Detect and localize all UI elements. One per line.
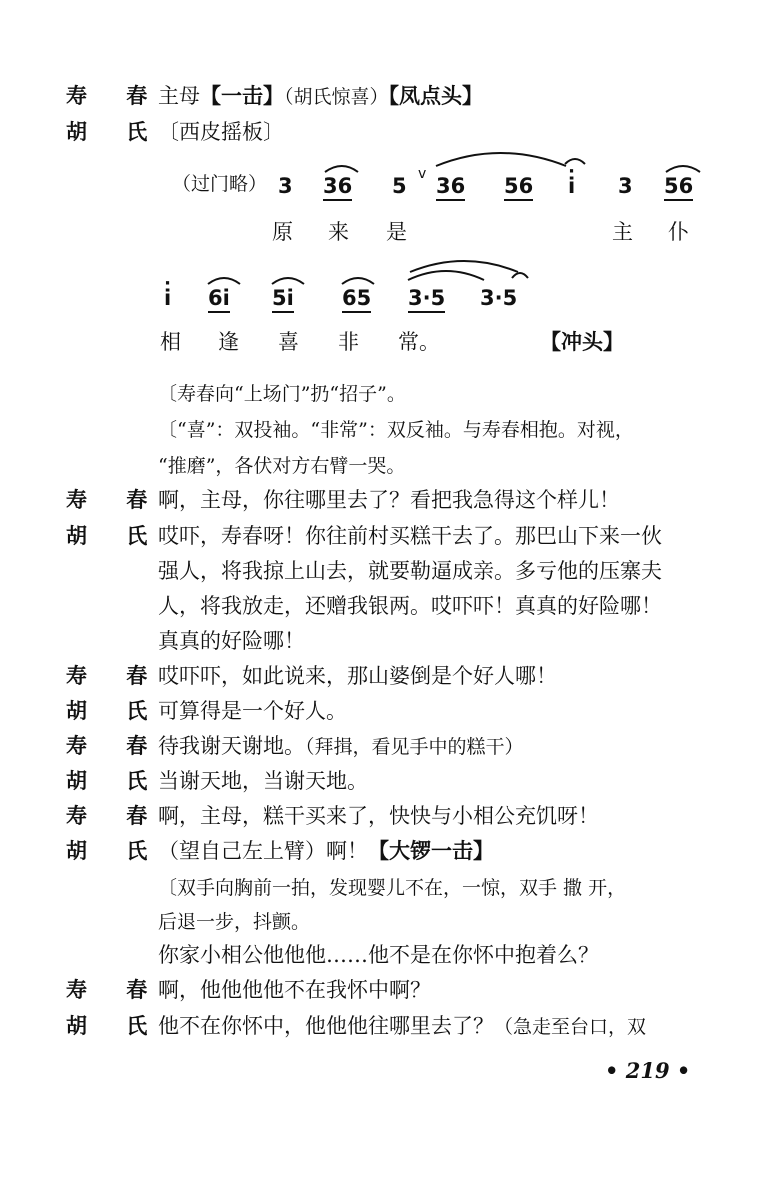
speaker-label: 寿 春	[66, 487, 164, 512]
lyric-char: 来	[328, 220, 349, 244]
dialogue-text: 哎吓，寿春呀！你往前村买糕干去了。那巴山下来一伙	[158, 524, 662, 548]
lyric-char: 喜	[278, 330, 299, 354]
dialogue-text: 他不在你怀中，他他他往哪里去了？	[158, 1014, 494, 1038]
lyric-row	[0, 218, 772, 248]
stage-note: 〔“喜”：双投袖。“非常”：双反袖。与寿春相抱。对视，	[158, 419, 634, 441]
note: 3·5	[408, 286, 445, 313]
percussion-cue: 【冲头】	[540, 329, 624, 354]
note: 5i	[272, 286, 294, 313]
dialogue-text: 真真的好险哪！	[158, 629, 305, 653]
note: · i	[164, 286, 171, 310]
stage-direction: （拜揖，看见手中的糕干）	[305, 736, 524, 758]
lyric-char: 常。	[398, 330, 440, 354]
note: · i	[568, 174, 575, 198]
speaker-label: 胡 氏	[66, 768, 164, 793]
speaker-label: 胡 氏	[66, 698, 164, 723]
dialogue-text: 你家小相公他他他……他不是在你怀中抱着么？	[158, 943, 599, 967]
dialogue-text: 啊，他他他他不在我怀中啊？	[158, 978, 431, 1002]
stage-note: 后退一步，抖颤。	[158, 911, 311, 933]
lyric-char: 主	[612, 220, 633, 244]
note: 3	[278, 174, 293, 198]
dialogue-text: 当谢天地，当谢天地。	[158, 769, 368, 793]
note: 3·5	[480, 286, 518, 310]
speaker-label: 寿 春	[66, 733, 164, 758]
speaker-label: 寿 春	[66, 83, 164, 108]
speaker-label: 寿 春	[66, 977, 164, 1002]
stage-note: “推磨”，各伏对方右臂一哭。	[158, 455, 406, 477]
lyric-char: 是	[386, 220, 407, 244]
breath-mark: v	[418, 166, 427, 182]
speaker-label: 胡 氏	[66, 1013, 164, 1038]
dialogue-text: 人，将我放走，还赠我银两。哎吓吓！真真的好险哪！	[158, 594, 662, 618]
speaker-label: 寿 春	[66, 803, 164, 828]
dialogue-text: 哎吓吓，如此说来，那山婆倒是个好人哪！	[158, 664, 557, 688]
melody-type: 〔西皮摇板〕	[158, 120, 284, 144]
stage-direction: （急走至台口，双	[494, 1016, 647, 1038]
speaker-label: 胡 氏	[66, 523, 164, 548]
lyric-row	[0, 328, 772, 358]
note: 5	[392, 174, 407, 198]
percussion-cue: 【一击】	[200, 83, 284, 108]
speaker-label: 胡 氏	[66, 119, 164, 144]
stage-direction: （胡氏惊喜）	[284, 86, 389, 108]
percussion-cue: 【凤点头】	[388, 83, 484, 108]
dialogue-text: 强人，将我掠上山去，就要勒逼成亲。多亏他的压寨夫	[158, 559, 662, 583]
lyric-char: 相	[160, 330, 181, 354]
stage-note: 〔双手向胸前一拍，发现婴儿不在，一惊，双手 撒 开，	[158, 877, 627, 899]
lyric-char: 原	[272, 220, 293, 244]
speaker-label: 寿 春	[66, 663, 164, 688]
note: 56	[504, 174, 533, 201]
dialogue-text: 待我谢天谢地。	[158, 734, 305, 758]
dialogue-text: 可算得是一个好人。	[158, 699, 347, 723]
percussion-cue: 【大锣一击】	[368, 838, 494, 863]
dialogue-text: （望自己左上臂）啊！	[158, 839, 368, 863]
page-number: • 219 •	[605, 1058, 691, 1083]
dialogue-text: 主母	[158, 84, 200, 108]
lyric-char: 逢	[218, 330, 239, 354]
dialogue-text: 啊，主母，糕干买来了，快快与小相公充饥呀！	[158, 804, 599, 828]
note: 3	[618, 174, 633, 198]
dialogue-text: 啊，主母，你往哪里去了？看把我急得这个样儿！	[158, 488, 620, 512]
note: 6i	[208, 286, 230, 313]
stage-note: 〔寿春向“上场门”扔“招子”。	[158, 383, 406, 405]
speaker-label: 胡 氏	[66, 838, 164, 863]
note: 36	[323, 174, 352, 201]
note: 65	[342, 286, 371, 313]
prelude-note: （过门略）	[172, 173, 268, 195]
lyric-char: 非	[338, 330, 359, 354]
note: 36	[436, 174, 465, 201]
note: 56	[664, 174, 693, 201]
lyric-char: 仆	[668, 220, 689, 244]
